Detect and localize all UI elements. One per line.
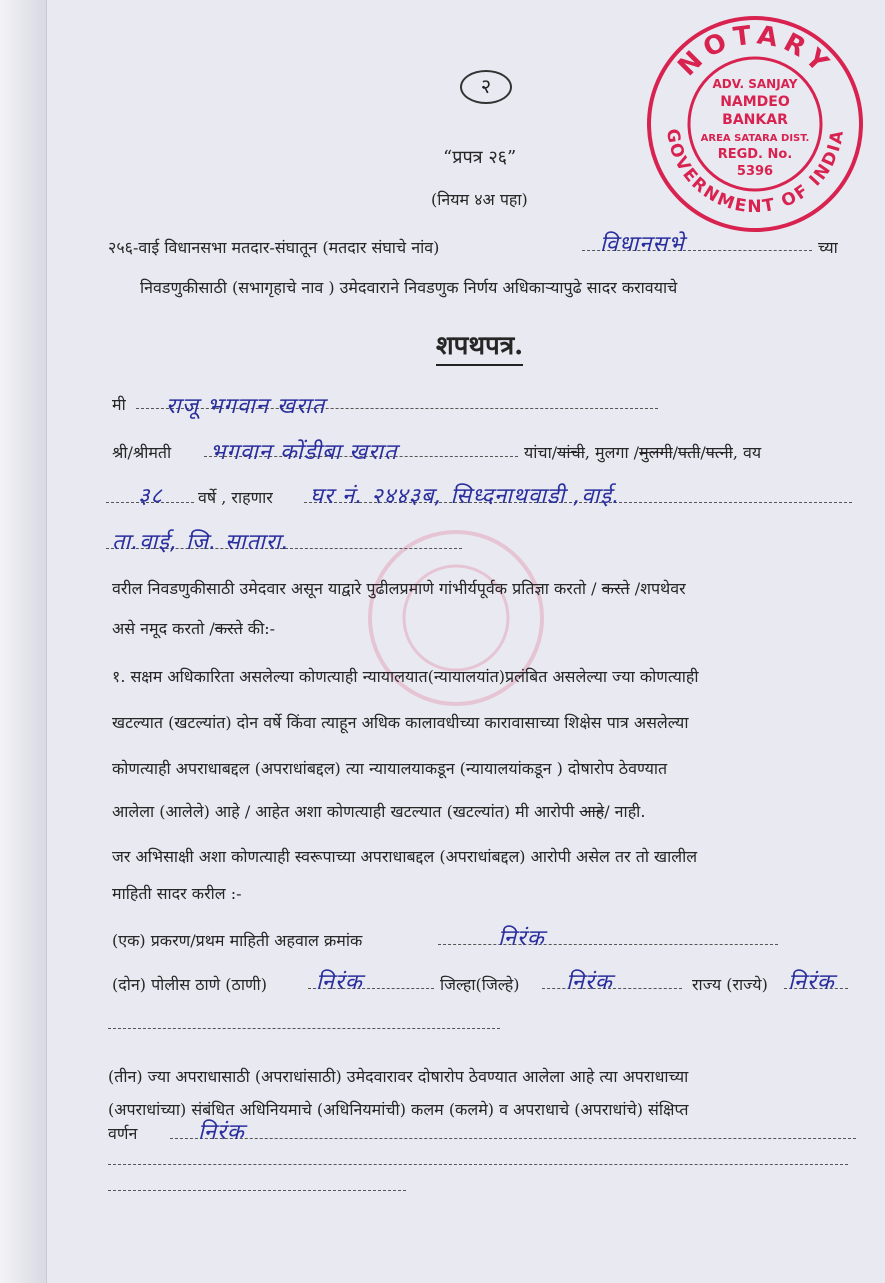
years-label: वर्षे , राहणार xyxy=(198,488,273,507)
item-one-value: निरंक xyxy=(498,926,545,951)
address-line-1: घर नं. २४४३ब, सिध्दनाथवाडी ,वाई. xyxy=(310,484,621,509)
seal-ring-bottom: GOVERNMENT OF INDIA xyxy=(661,127,849,218)
relation-text-a: यांचा/ xyxy=(524,443,558,462)
district-label: जिल्हा(जिल्हे) xyxy=(440,975,520,994)
relation-text-g: / xyxy=(700,443,706,462)
document-title: शपथपत्र. xyxy=(436,326,523,366)
declarant-name: राजू भगवान खरात xyxy=(166,394,326,419)
item-one-blank xyxy=(438,944,778,945)
oath-line-2 xyxy=(112,617,275,639)
oath-text-1: वरील निवडणुकीसाठी उमेदवार असून याद्वारे पुढीलप्रमाणे गांभीर्यपूर्वक प्रतिज्ञा करतो / xyxy=(112,579,597,598)
clause-2-line-2: माहिती सादर करील :- xyxy=(112,884,242,903)
item-two-station-label: (दोन) पोलीस ठाणे (ठाणी) xyxy=(112,975,267,994)
election-line: निवडणुकीसाठी (सभागृहाचे नाव ) उमेदवाराने निवडणुक निर्णय अधिकाऱ्यापुढे सादर करावयाचे xyxy=(140,278,678,297)
rule-reference: (नियम ४अ पहा) xyxy=(431,190,528,209)
relation-text-b: यांची xyxy=(557,443,585,462)
oath-strike-2: करते xyxy=(214,619,243,638)
item-three-blank xyxy=(170,1138,856,1139)
constituency-suffix: च्या xyxy=(818,238,838,257)
station-value: निरंक xyxy=(316,970,363,995)
page-number: २ xyxy=(460,70,512,104)
seal-ring-top: NOTARY xyxy=(672,20,838,83)
clause-2-line-1: जर अभिसाक्षी अशा कोणत्याही स्वरूपाच्या अपराधाबद्दल (अपराधांबद्दल) आरोपी असेल तर तो खालील xyxy=(112,847,698,866)
oath-strike-1: करते xyxy=(601,579,630,598)
district-value: निरंक xyxy=(566,970,613,995)
clause-1-line-4b: / नाही. xyxy=(604,802,646,821)
item-two-continuation xyxy=(108,1028,500,1029)
seal-line-1: ADV. SANJAY xyxy=(712,77,798,91)
relation-text-c: , मुलगा / xyxy=(584,443,640,462)
oath-text-2: असे नमूद करतो / xyxy=(112,619,215,638)
clause-1-strike: आहे xyxy=(579,802,605,821)
relation-text-h: पत्नी xyxy=(705,443,733,462)
form-title: “प्रपत्र २६” xyxy=(443,147,517,168)
relation-label: श्री/श्रीमती xyxy=(112,443,172,462)
seal-line-6: 5396 xyxy=(736,164,774,179)
relation-text-i: , वय xyxy=(732,443,762,462)
clause-1-line-1: १. सक्षम अधिकारिता असलेल्या कोणत्याही न्यायालयात(न्यायालयांत)प्रलंबित असलेल्या ज्या कोणत्याही xyxy=(112,667,699,686)
seal-line-2: NAMDEO xyxy=(720,94,790,110)
oath-tail-2: की:- xyxy=(247,619,276,638)
item-three-label: वर्णन xyxy=(108,1124,138,1143)
item-three-value: निरंक xyxy=(198,1120,245,1145)
constituency-handwritten: विधानसभे xyxy=(600,232,685,257)
item-three-blank-3 xyxy=(108,1190,406,1191)
item-one-label: (एक) प्रकरण/प्रथम माहिती अहवाल क्रमांक xyxy=(112,931,363,950)
relation-text-d: मुलगी xyxy=(639,443,673,462)
clause-1-line-2: खटल्यात (खटल्यांत) दोन वर्षे किंवा त्याहून अधिक कालावधीच्या कारावासाच्या शिक्षेस पात्र असलेल्या xyxy=(112,713,689,732)
state-value: निरंक xyxy=(788,970,835,995)
notary-seal xyxy=(645,14,865,234)
address-line-2: ता.वाई, जि. सातारा. xyxy=(112,530,290,555)
relation-options xyxy=(524,441,761,463)
state-label: राज्य (राज्ये) xyxy=(692,975,768,994)
relation-text-f: पती xyxy=(678,443,701,462)
age-value: ३८ xyxy=(138,484,163,509)
binding-spine xyxy=(0,0,47,1283)
clause-1-line-4 xyxy=(112,800,645,822)
clause-1-line-3: कोणत्याही अपराधाबद्दल (अपराधांबद्दल) त्या न्यायालयाकडून (न्यायालयांकडून ) दोषारोप ठेवण्यात xyxy=(112,759,668,778)
relation-text-e: / xyxy=(672,443,679,462)
document-page xyxy=(46,0,885,1283)
oath-tail-1: /शपथेवर xyxy=(634,579,686,598)
constituency-prefix: २५६-वाई विधानसभा मतदार-संघातून (मतदार संघाचे नांव) xyxy=(108,238,440,257)
clause-1-line-4a: आलेला (आलेले) आहे / आहेत अशा कोणत्याही खटल्यात (खटल्यांत) मी आरोपी xyxy=(112,802,575,821)
oath-line-1 xyxy=(112,577,686,599)
seal-line-3: BANKAR xyxy=(722,112,788,128)
father-name: भगवान कोंडीबा खरात xyxy=(210,440,398,465)
svg-text:NOTARY xyxy=(672,20,837,82)
item-three-line-1: (तीन) ज्या अपराधासाठी (अपराधांसाठी) उमेदवारावर दोषारोप ठेवण्यात आलेला आहे त्या अपराधाच्या xyxy=(108,1067,689,1086)
declarant-label: मी xyxy=(112,395,126,414)
item-three-blank-2 xyxy=(108,1164,848,1165)
item-three-line-2: (अपराधांच्या) संबंधित अधिनियमाचे (अधिनियमांची) कलम (कलमे) व अपराधाचे (अपराधांचे) संक्षिप्त xyxy=(108,1100,689,1119)
seal-line-5: REGD. No. xyxy=(717,147,793,162)
seal-line-4: AREA SATARA DIST. xyxy=(700,133,810,144)
